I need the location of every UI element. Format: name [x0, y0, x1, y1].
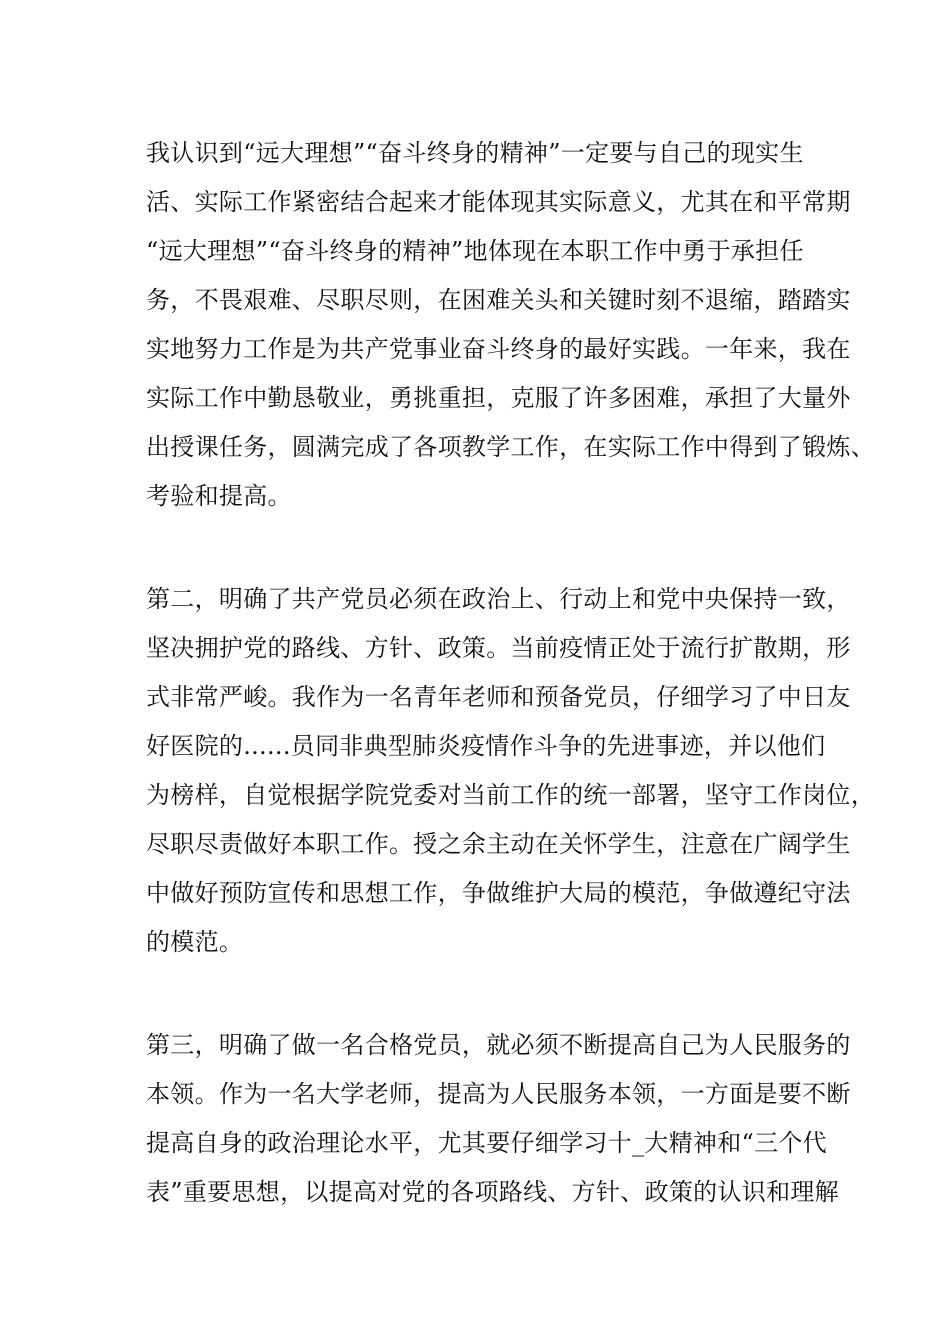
text-line: 的模范。: [146, 928, 244, 956]
text-line: 出授课任务，圆满完成了各项教学工作，在实际工作中得到了锻炼、: [146, 433, 875, 461]
text-line: 第二，明确了共产党员必须在政治上、行动上和党中央保持一致，: [146, 585, 851, 613]
text-line: 我认识到“远大理想”“奋斗终身的精神”一定要与自己的现实生: [146, 139, 804, 167]
text-line: 考验和提高。: [146, 482, 292, 510]
text-line: 务，不畏艰难、尽职尽则，在困难关头和关键时刻不退缩，踏踏实: [146, 286, 851, 314]
paragraph-second-point: [146, 575, 875, 967]
text-line: 实地努力工作是为共产党事业奋斗终身的最好实践。一年来，我在: [146, 335, 851, 363]
text-line: 提高自身的政治理论水平，尤其要仔细学习十_大精神和“三个代: [146, 1129, 827, 1157]
text-line: 第三，明确了做一名合格党员，就必须不断提高自己为人民服务的: [146, 1031, 851, 1059]
text-line: 表”重要思想，以提高对党的各项路线、方针、政策的认识和理解: [146, 1178, 839, 1206]
paragraph-third-point: [146, 1021, 851, 1217]
text-line: 活、实际工作紧密结合起来才能体现其实际意义，尤其在和平常期: [146, 188, 851, 216]
text-line: 中做好预防宣传和思想工作，争做维护大局的模范，争做遵纪守法: [146, 879, 851, 907]
text-line: 本领。作为一名大学老师，提高为人民服务本领，一方面是要不断: [146, 1080, 851, 1108]
text-line: 式非常严峻。我作为一名青年老师和预备党员，仔细学习了中日友: [146, 683, 851, 711]
text-line: 尽职尽责做好本职工作。授之余主动在关怀学生，注意在广阔学生: [146, 830, 851, 858]
text-line: 为榜样，自觉根据学院党委对当前工作的统一部署，坚守工作岗位，: [146, 781, 875, 809]
text-line: 坚决拥护党的路线、方针、政策。当前疫情正处于流行扩散期，形: [146, 634, 851, 662]
text-line: 好医院的......员同非典型肺炎疫情作斗争的先进事迹，并以他们: [146, 732, 826, 760]
paragraph-ideals: [146, 129, 875, 521]
text-line: “远大理想”“奋斗终身的精神”地体现在本职工作中勇于承担任: [146, 237, 804, 265]
text-line: 实际工作中勤恳敬业，勇挑重担，克服了许多困难，承担了大量外: [146, 384, 851, 412]
